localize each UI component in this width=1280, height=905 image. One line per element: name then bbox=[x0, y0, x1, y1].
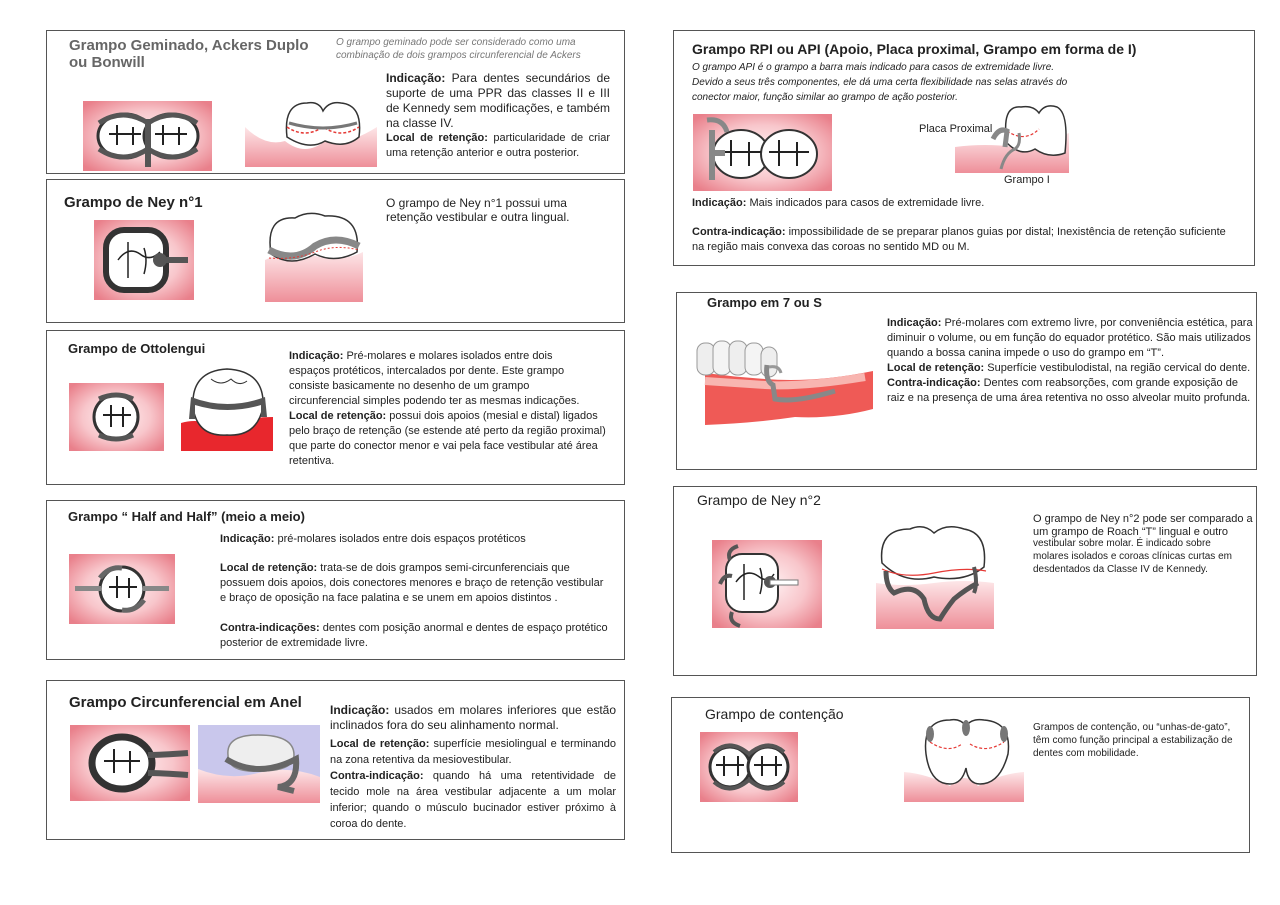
card-rpi bbox=[673, 30, 1255, 266]
geminado-side-figure bbox=[245, 97, 377, 167]
ney1-occlusal-figure bbox=[94, 220, 194, 300]
rpi-contra-label: Contra-indicação: bbox=[692, 226, 786, 238]
anel-contraindication bbox=[330, 768, 616, 832]
card-half bbox=[46, 500, 625, 660]
card-sete bbox=[676, 292, 1257, 470]
rpi-occlusal-figure bbox=[693, 114, 832, 191]
ney2-text2: vestibular sobre molar. É indicado sobre molares isolados e coroas clínicas curtas em desdentados da Classe IV de Kennedy. bbox=[1033, 538, 1232, 575]
rpi-indication bbox=[692, 196, 1232, 211]
ney2-text1: O grampo de Ney n°2 pode ser comparado a um grampo de Roach “T” lingual e outro bbox=[1033, 513, 1253, 538]
anel-title: Grampo Circunferencial em Anel bbox=[69, 694, 302, 711]
sete-ind-text: Pré-molares com extremo livre, por conveniência estética, para diminuir o volume, ou em função do equador protético. São mais utilizados quando a bossa canina impede o uso do grampo em “T”. bbox=[887, 317, 1253, 359]
rpi-title: Grampo RPI ou API (Apoio, Placa proximal, Grampo em forma de I) bbox=[692, 41, 1137, 57]
sete-contra-label: Contra-indicação: bbox=[887, 377, 981, 389]
anel-contra-label: Contra-indicação: bbox=[330, 770, 424, 782]
ney2-title: Grampo de Ney n°2 bbox=[697, 492, 821, 508]
half-ret-label: Local de retenção: bbox=[220, 562, 318, 574]
geminado-ret-text: particularidade de criar uma retenção anterior e outra posterior. bbox=[386, 132, 610, 159]
rpi-contraindication bbox=[692, 225, 1232, 255]
anel-ret-label: Local de retenção: bbox=[330, 738, 430, 750]
ottolengui-indication bbox=[289, 349, 589, 409]
ney1-text: O grampo de Ney n°1 possui uma retenção vestibular e outra lingual. bbox=[386, 196, 570, 224]
geminado-ind-label: Indicação: bbox=[386, 71, 446, 85]
card-geminado bbox=[46, 30, 625, 174]
ottolengui-title: Grampo de Ottolengui bbox=[68, 341, 206, 356]
rpi-label-grampo: Grampo I bbox=[1004, 174, 1050, 186]
anel-side-figure bbox=[198, 725, 320, 803]
anel-ind-text: usados em molares inferiores que estão inclinados fora do seu alinhamento normal. bbox=[330, 703, 616, 732]
ney1-title: Grampo de Ney n°1 bbox=[64, 194, 203, 211]
contencao-text: Grampos de contenção, ou “unhas-de-gato”, têm como função principal a estabilização de dentes com mobilidade. bbox=[1033, 722, 1233, 759]
ottolengui-retention bbox=[289, 409, 607, 469]
sete-contra-text: Dentes com reabsorções, com grande exposição de raiz e na presença de uma área retentiva no osso alveolar muito profunda. bbox=[887, 377, 1251, 404]
half-occlusal-figure bbox=[69, 554, 175, 624]
rpi-contra-text: impossibilidade de se preparar planos guias por distal; Inexistência de retenção suficiente na região mais convexa das coroas no sentido MD ou M. bbox=[692, 226, 1226, 253]
sete-indication bbox=[887, 316, 1255, 361]
half-ind-text: pré-molares isolados entre dois espaços protéticos bbox=[274, 533, 526, 545]
card-ottolengui bbox=[46, 330, 625, 485]
geminado-ind-text: Para dentes secundários de suporte de uma PPR das classes II e III de Kennedy sem modificações, e também na classe IV. bbox=[386, 71, 610, 130]
ottolengui-ret-label: Local de retenção: bbox=[289, 410, 387, 422]
anel-indication bbox=[330, 703, 616, 733]
ney2-side-figure bbox=[874, 523, 994, 629]
sete-contraindication bbox=[887, 376, 1255, 406]
half-ret-text: trata-se de dois grampos semi-circunferenciais que possuem dois apoios, dois conectores menores e braço de retenção vestibular e braço de oposição na face palatina e se unem em apoios distintos . bbox=[220, 562, 604, 604]
card-ney1 bbox=[46, 179, 625, 323]
ottolengui-side-figure bbox=[181, 367, 273, 451]
card-anel bbox=[46, 680, 625, 840]
anel-occlusal-figure bbox=[70, 725, 190, 801]
sete-side-figure bbox=[695, 337, 873, 425]
ney2-occlusal-figure bbox=[712, 540, 822, 628]
ottolengui-occlusal-figure bbox=[69, 383, 164, 451]
geminado-title: Grampo Geminado, Ackers Duplo ou Bonwill bbox=[69, 37, 309, 72]
geminado-occlusal-figure bbox=[83, 101, 212, 171]
half-title: Grampo “ Half and Half” (meio a meio) bbox=[68, 509, 305, 524]
rpi-note: O grampo API é o grampo a barra mais indicado para casos de extremidade livre. Devido a seus três componentes, ele dá uma certa flexibilidade nas selas através do conector maior, função similar ao grampo de ação posterior. bbox=[692, 62, 1068, 103]
card-ney2 bbox=[673, 486, 1257, 676]
sete-ret-text: Superfície vestibulodistal, na região cervical do dente. bbox=[984, 362, 1251, 374]
sete-retention bbox=[887, 361, 1255, 376]
half-indication bbox=[220, 532, 610, 547]
sete-ind-label: Indicação: bbox=[887, 317, 942, 329]
geminado-indication bbox=[386, 71, 610, 131]
half-ind-label: Indicação: bbox=[220, 533, 275, 545]
ottolengui-ind-label: Indicação: bbox=[289, 350, 344, 362]
ottolengui-ind-text: Pré-molares e molares isolados entre dois espaços protéticos, intercalados por dente. Este grampo consiste basicamente no desenho de um grampo circunferencial simples podendo ter as mesmas indicações. bbox=[289, 350, 580, 407]
ottolengui-ret-text: possui dois apoios (mesial e distal) ligados pelo braço de retenção (se estende até perto da região proximal) que parte do conector menor e vai pela face vestibular até área retentiva. bbox=[289, 410, 606, 467]
rpi-ind-label: Indicação: bbox=[692, 197, 747, 209]
geminado-note: O grampo geminado pode ser considerado como uma combinação de dois grampos circunferencial de Ackers bbox=[336, 37, 581, 61]
contencao-side-figure bbox=[904, 714, 1024, 802]
half-retention bbox=[220, 561, 610, 606]
contencao-title: Grampo de contenção bbox=[705, 706, 844, 722]
geminado-retention bbox=[386, 131, 610, 161]
geminado-ret-label: Local de retenção: bbox=[386, 132, 488, 144]
anel-ind-label: Indicação: bbox=[330, 703, 390, 717]
rpi-ind-text: Mais indicados para casos de extremidade livre. bbox=[746, 197, 985, 209]
ney1-side-figure bbox=[265, 210, 363, 302]
rpi-label-placa: Placa Proximal bbox=[919, 123, 993, 135]
contencao-occlusal-figure bbox=[700, 732, 798, 802]
anel-ret-text: superfície mesiolingual e terminando na zona retentiva da mesiovestibular. bbox=[330, 738, 616, 766]
anel-retention bbox=[330, 736, 616, 768]
sete-ret-label: Local de retenção: bbox=[887, 362, 985, 374]
sete-title: Grampo em 7 ou S bbox=[707, 295, 822, 310]
half-contraindication bbox=[220, 621, 610, 651]
half-contra-text: dentes com posição anormal e dentes de espaço protético posterior de extremidade livre. bbox=[220, 622, 608, 649]
rpi-side-figure bbox=[955, 103, 1069, 173]
anel-contra-text: quando há uma retentividade de tecido mole na área vestibular adjacente a um molar inferior; quando o músculo bucinador estiver próximo à coroa do dente. bbox=[330, 770, 616, 830]
card-contencao bbox=[671, 697, 1250, 853]
half-contra-label: Contra-indicações: bbox=[220, 622, 320, 634]
